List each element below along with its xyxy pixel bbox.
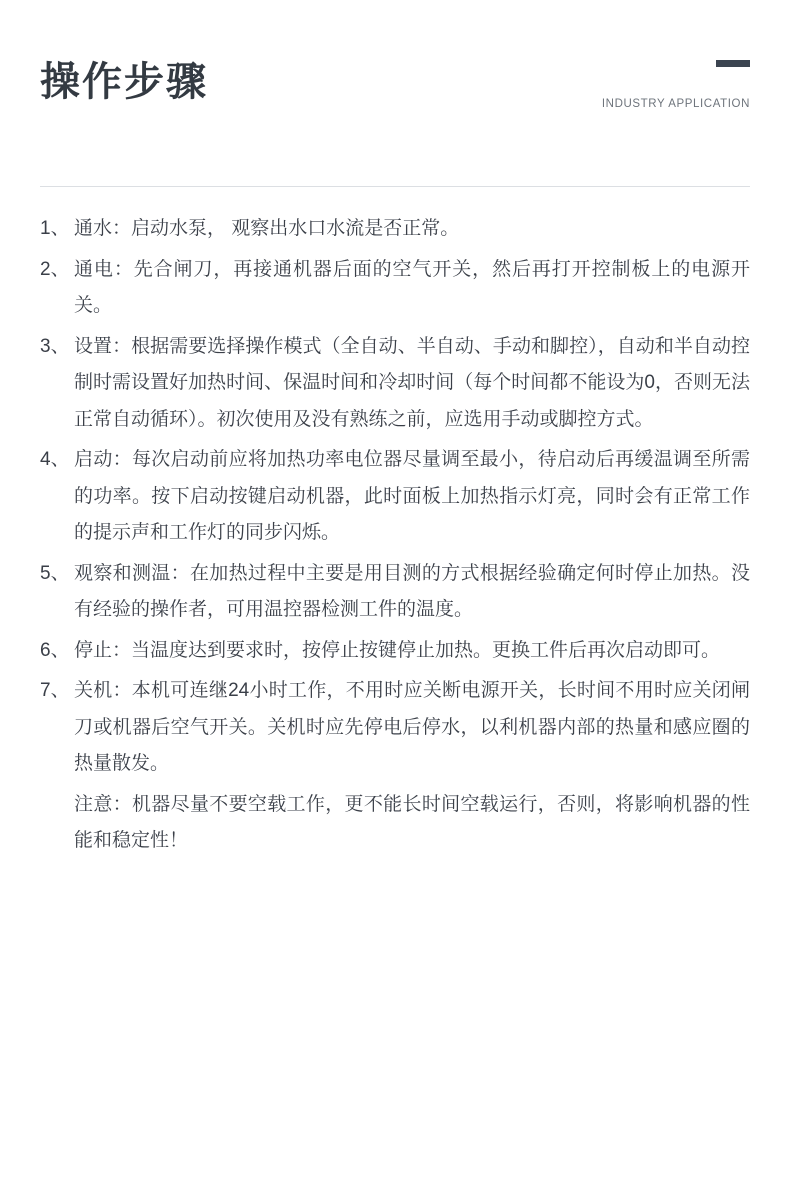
step-text: 通电：先合闸刀，再接通机器后面的空气开关，然后再打开控制板上的电源开关。 [74, 258, 750, 316]
step-text: 停止：当温度达到要求时，按停止按键停止加热。更换工件后再次启动即可。 [74, 639, 721, 661]
step-number: 1、 [40, 218, 70, 239]
note-text: 注意：机器尽量不要空载工作，更不能长时间空载运行，否则，将影响机器的性能和稳定性！ [74, 793, 750, 851]
list-item [40, 211, 750, 248]
step-text: 观察和测温：在加热过程中主要是用目测的方式根据经验确定何时停止加热。没有经验的操作者，可用温控器检测工件的温度。 [74, 562, 750, 620]
list-item [40, 673, 750, 783]
header-right-block [602, 60, 750, 110]
step-number: 7、 [40, 680, 70, 701]
step-text: 关机：本机可连继24小时工作，不用时应关断电源开关，长时间不用时应关闭闸刀或机器后空气开关。关机时应先停电后停水，以利机器内部的热量和感应圈的热量散发。 [74, 680, 750, 774]
step-number: 2、 [40, 258, 70, 280]
header-divider [40, 186, 750, 187]
list-item [40, 252, 750, 325]
step-number: 3、 [40, 335, 70, 357]
list-item [40, 329, 750, 439]
step-text: 启动：每次启动前应将加热功率电位器尽量调至最小，待启动后再缓温调至所需的功率。按下启动按键启动机器，此时面板上加热指示灯亮，同时会有正常工作的提示声和工作灯的同步闪烁。 [74, 449, 750, 543]
list-item [40, 556, 750, 629]
page-title: 操作步骤 [40, 60, 208, 104]
step-number: 5、 [40, 562, 70, 584]
list-item [40, 633, 750, 670]
page-header [40, 0, 750, 150]
steps-list [40, 207, 750, 860]
header-subtitle-en: INDUSTRY APPLICATION [601, 98, 750, 110]
list-item [40, 442, 750, 552]
step-number: 6、 [40, 639, 70, 661]
accent-dash-icon [716, 60, 750, 67]
step-text: 设置：根据需要选择操作模式（全自动、半自动、手动和脚控），自动和半自动控制时需设置好加热时间、保温时间和冷却时间（每个时间都不能设为0，否则无法正常自动循环）。初次使用及没有熟练之前，应选用手动或脚控方式。 [74, 335, 750, 430]
step-number: 4、 [40, 449, 70, 470]
step-text: 通水：启动水泵， 观察出水口水流是否正常。 [74, 218, 460, 239]
